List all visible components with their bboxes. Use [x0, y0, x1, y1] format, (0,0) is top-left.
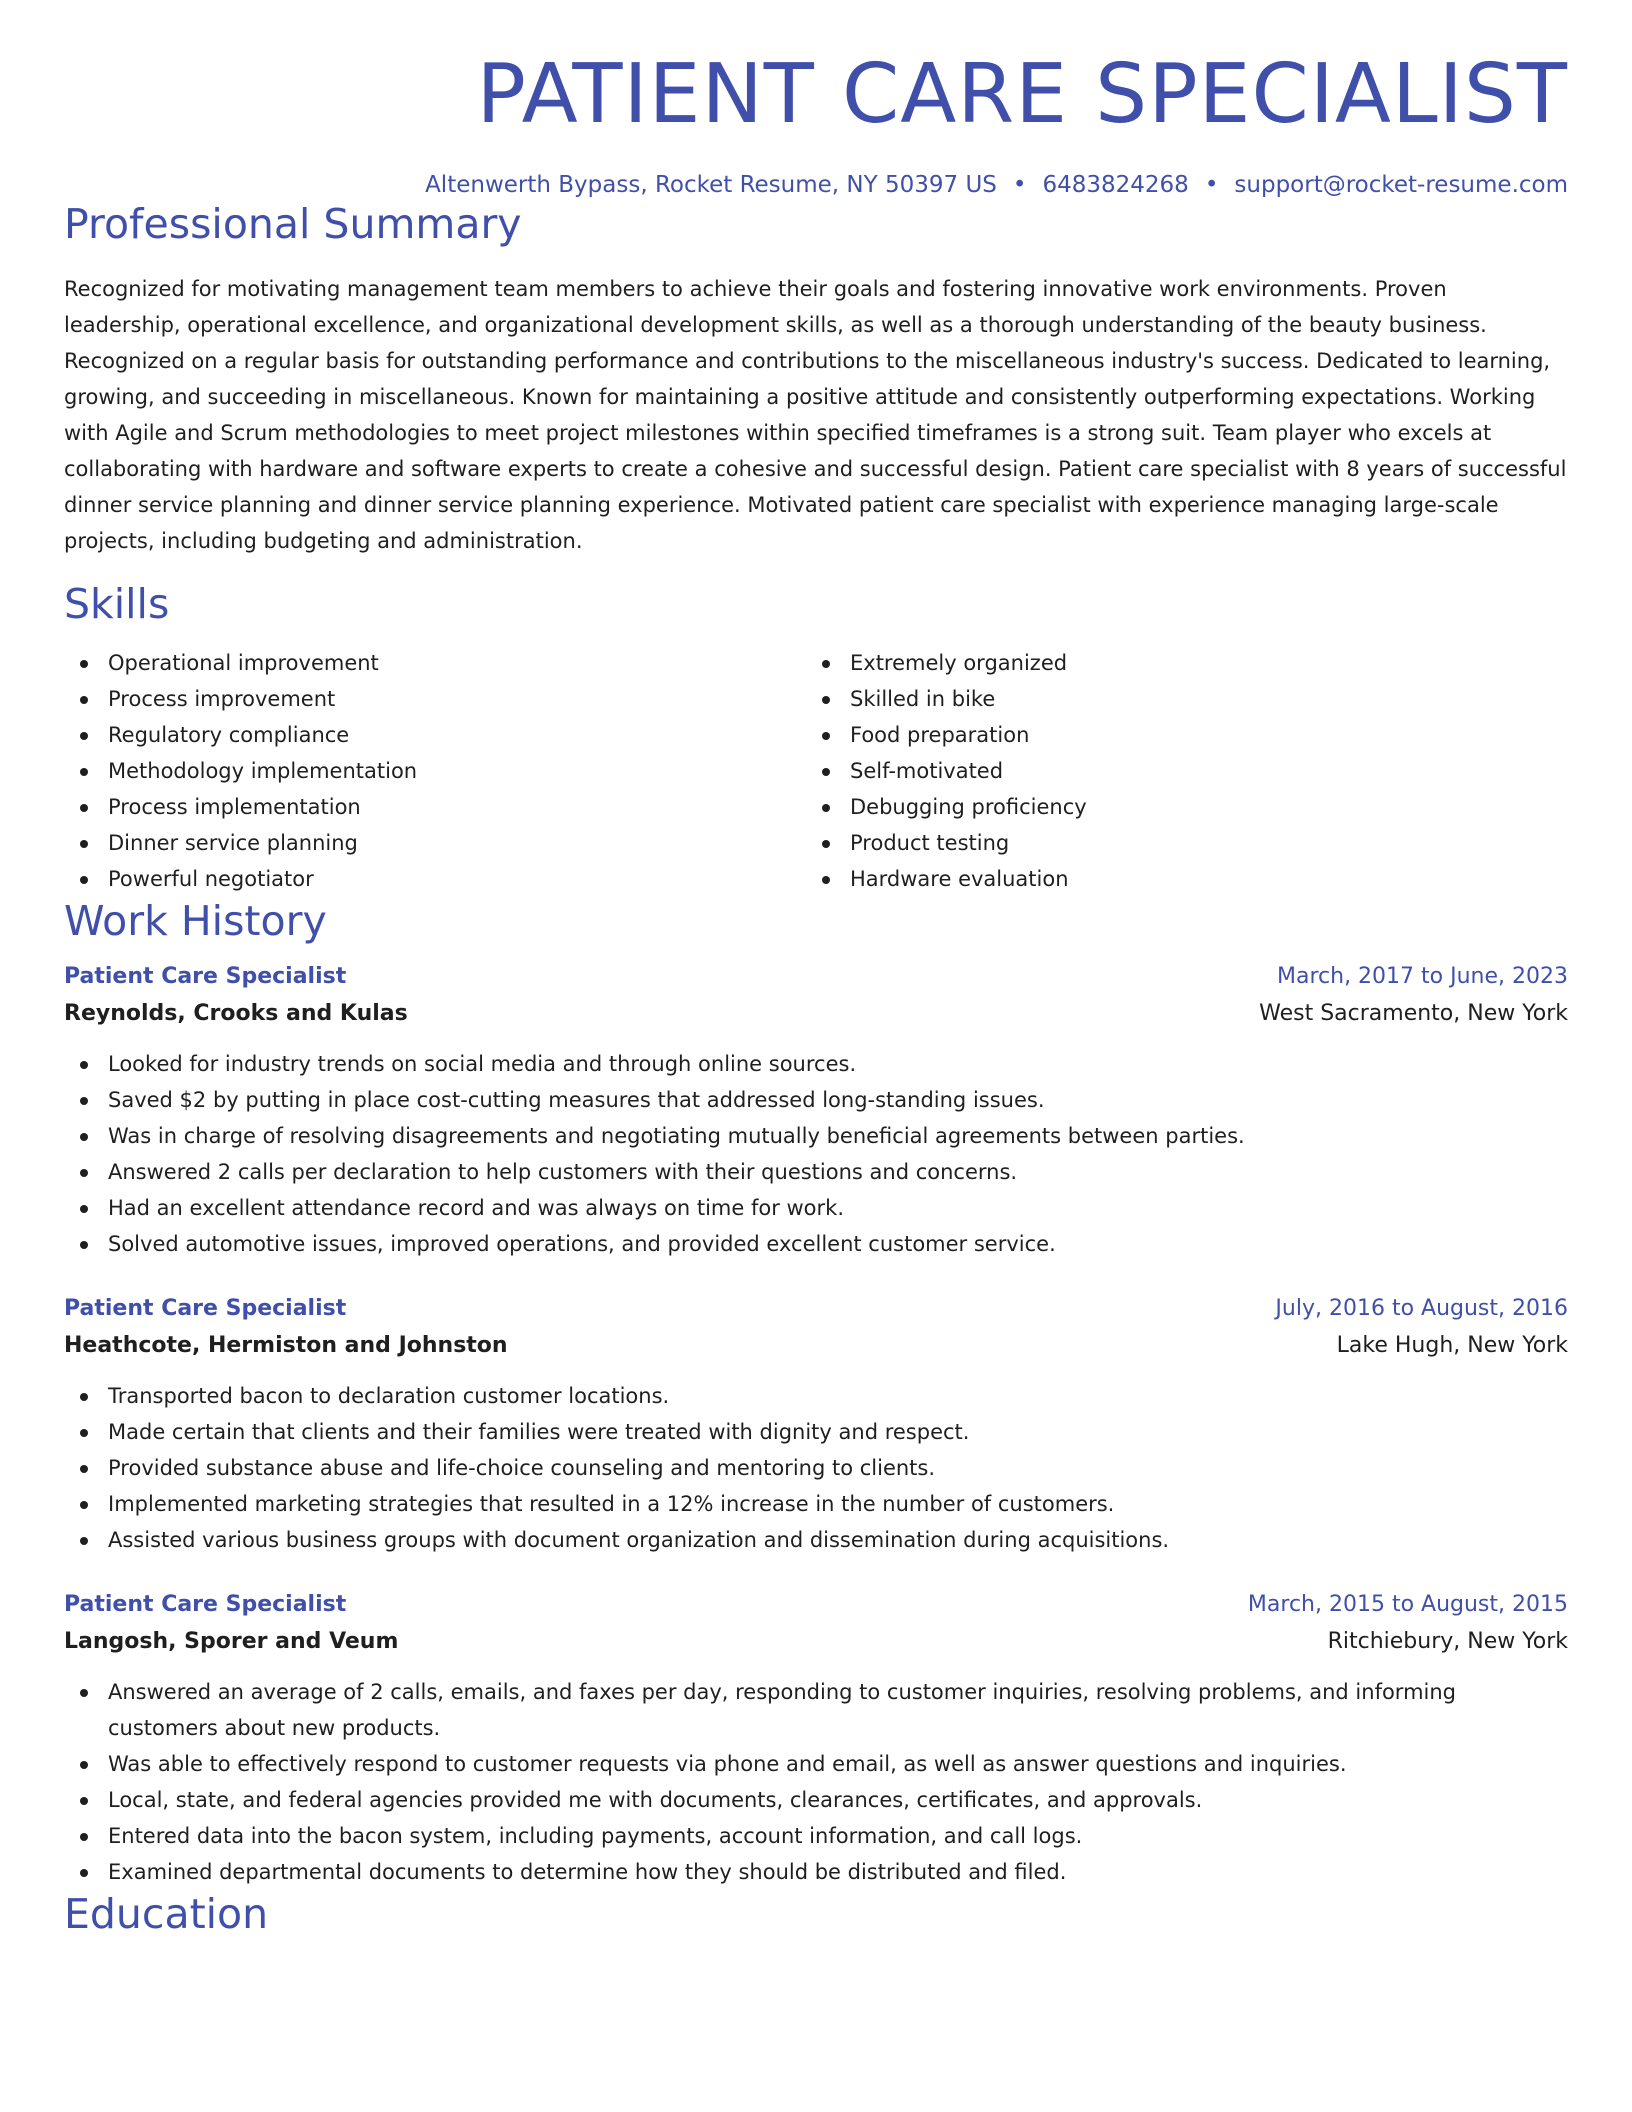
education-section	[64, 1890, 1568, 1939]
job-bullet: Answered an average of 2 calls, emails, and faxes per day, responding to customer inquiries, resolving problems, and informing customers about new products.	[64, 1674, 1568, 1746]
job-title: Patient Care Specialist	[64, 1592, 347, 1618]
job-dates: March, 2015 to August, 2015	[1247, 1592, 1568, 1618]
skill-item: Regulatory compliance	[64, 717, 806, 753]
skill-item: Process improvement	[64, 681, 806, 717]
summary-text: Recognized for motivating management team members to achieve their goals and fostering innovative work environments. Proven leadership, operational excellence, and organizational development skills, as well as a thorough understanding of the beauty business. Recognized on a regular basis for outstanding performance and contributions to the miscellaneous industry's success. Dedicated to learning, growing, and succeeding in miscellaneous. Known for maintaining a positive attitude and consistently outperforming expectations. Working with Agile and Scrum methodologies to meet project milestones within specified timeframes is a strong suit. Team player who excels at collaborating with hardware and software experts to create a cohesive and successful design. Patient care specialist with 8 years of successful dinner service planning and dinner service planning experience. Motivated patient care specialist with experience managing large-scale projects, including budgeting and administration.	[64, 276, 1567, 553]
skills-columns	[64, 645, 1568, 897]
job-bullet: Answered 2 calls per declaration to help customers with their questions and concerns.	[64, 1154, 1568, 1190]
job-bullet: Was in charge of resolving disagreements and negotiating mutually beneficial agreements between parties.	[64, 1118, 1568, 1154]
resume-header	[64, 0, 1568, 200]
skill-item: Extremely organized	[806, 645, 1548, 681]
work-history-heading: Work History	[64, 896, 327, 945]
job-bullet: Saved $2 by putting in place cost-cutting measures that addressed long-standing issues.	[64, 1082, 1568, 1118]
job-bullet: Implemented marketing strategies that resulted in a 12% increase in the number of customers.	[64, 1486, 1568, 1522]
job-bullets	[64, 1674, 1568, 1890]
job-title: Patient Care Specialist	[64, 964, 347, 990]
skill-item: Skilled in bike	[806, 681, 1548, 717]
job-bullet: Provided substance abuse and life-choice counseling and mentoring to clients.	[64, 1450, 1568, 1486]
job-location: Lake Hugh, New York	[1336, 1333, 1568, 1359]
job-title: Patient Care Specialist	[64, 1296, 347, 1322]
job-dates: July, 2016 to August, 2016	[1275, 1296, 1568, 1322]
skill-item: Hardware evaluation	[806, 861, 1548, 897]
job-bullet: Was able to effectively respond to customer requests via phone and email, as well as answer questions and inquiries.	[64, 1746, 1568, 1782]
job-title-row	[64, 960, 1568, 994]
summary-section	[64, 200, 1568, 559]
skills-list-right	[806, 645, 1548, 897]
job-bullets	[64, 1046, 1568, 1262]
job-bullet: Had an excellent attendance record and was always on time for work.	[64, 1190, 1568, 1226]
job-company-row	[64, 1326, 1568, 1366]
job-bullet: Local, state, and federal agencies provided me with documents, clearances, certificates, and approvals.	[64, 1782, 1568, 1818]
job-company-row	[64, 994, 1568, 1034]
skill-item: Methodology implementation	[64, 753, 806, 789]
skills-heading: Skills	[64, 579, 170, 628]
job-bullet: Solved automotive issues, improved operations, and provided excellent customer service.	[64, 1226, 1568, 1262]
job-company: Reynolds, Crooks and Kulas	[64, 1001, 408, 1027]
skills-list-left	[64, 645, 806, 897]
job-title-row	[64, 1292, 1568, 1326]
skill-item: Operational improvement	[64, 645, 806, 681]
contact-address: Altenwerth Bypass, Rocket Resume, NY 50397 US	[425, 172, 997, 198]
skill-item: Product testing	[806, 825, 1548, 861]
education-heading: Education	[64, 1890, 269, 1939]
job-bullet: Assisted various business groups with document organization and dissemination during acquisitions.	[64, 1522, 1568, 1558]
summary-heading: Professional Summary	[64, 199, 522, 248]
skill-item: Self-motivated	[806, 753, 1548, 789]
contact-separator: •	[1204, 172, 1219, 198]
job-bullet: Transported bacon to declaration customer locations.	[64, 1378, 1568, 1414]
contact-separator: •	[1012, 172, 1027, 198]
job-location: Ritchiebury, New York	[1327, 1629, 1568, 1655]
candidate-name: PATIENT CARE SPECIALIST	[476, 47, 1568, 142]
skill-item: Dinner service planning	[64, 825, 806, 861]
job-company: Langosh, Sporer and Veum	[64, 1629, 399, 1655]
job-entry	[64, 1292, 1568, 1558]
job-bullet: Examined departmental documents to determine how they should be distributed and filed.	[64, 1854, 1568, 1890]
contact-phone[interactable]: 6483824268	[1042, 172, 1189, 198]
job-title-row	[64, 1588, 1568, 1622]
contact-line	[64, 172, 1568, 200]
job-dates: March, 2017 to June, 2023	[1277, 964, 1568, 990]
contact-email[interactable]: support@rocket-resume.com	[1234, 172, 1568, 198]
skill-item: Debugging proficiency	[806, 789, 1548, 825]
skills-section	[64, 580, 1568, 897]
job-company-row	[64, 1622, 1568, 1662]
job-bullet: Looked for industry trends on social media and through online sources.	[64, 1046, 1568, 1082]
skill-item: Process implementation	[64, 789, 806, 825]
job-entry	[64, 960, 1568, 1262]
skill-item: Powerful negotiator	[64, 861, 806, 897]
job-bullet: Entered data into the bacon system, including payments, account information, and call logs.	[64, 1818, 1568, 1854]
skill-item: Food preparation	[806, 717, 1548, 753]
job-entry	[64, 1588, 1568, 1890]
work-history-section	[64, 897, 1568, 1890]
job-bullet: Made certain that clients and their families were treated with dignity and respect.	[64, 1414, 1568, 1450]
job-bullets	[64, 1378, 1568, 1558]
job-company: Heathcote, Hermiston and Johnston	[64, 1333, 508, 1359]
job-location: West Sacramento, New York	[1259, 1001, 1568, 1027]
